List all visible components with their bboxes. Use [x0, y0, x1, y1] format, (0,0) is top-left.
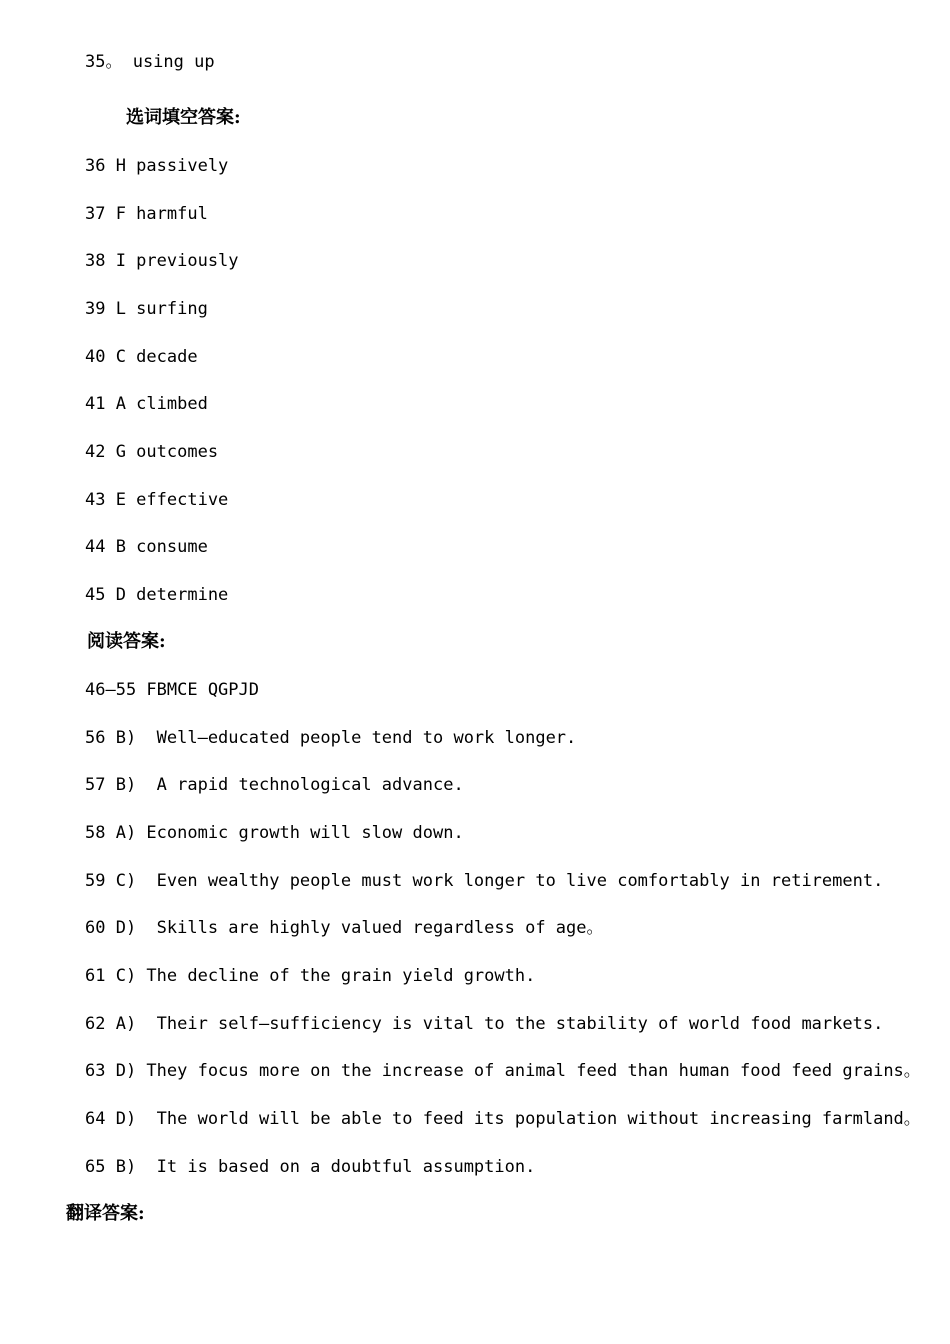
answer-item: 37 F harmful	[85, 204, 208, 224]
answer-item: 64 D) The world will be able to feed its population without increasing farmland。	[85, 1109, 921, 1129]
answer-item: 65 B) It is based on a doubtful assumption.	[85, 1157, 536, 1177]
answer-item: 56 B) Well—educated people tend to work longer.	[85, 728, 577, 748]
answer-item: 46—55 FBMCE QGPJD	[85, 680, 259, 700]
answer-item: 36 H passively	[85, 156, 229, 176]
answer-item: 58 A) Economic growth will slow down.	[85, 823, 464, 843]
reading-section-heading: 阅读答案:	[87, 631, 166, 652]
answer-item: 39 L surfing	[85, 299, 208, 319]
translation-section-heading: 翻译答案:	[66, 1203, 145, 1224]
answer-item: 38 I previously	[85, 251, 239, 271]
answer-item: 57 B) A rapid technological advance.	[85, 775, 464, 795]
answer-item: 44 B consume	[85, 537, 208, 557]
answer-item: 61 C) The decline of the grain yield growth.	[85, 966, 536, 986]
answer-item: 62 A) Their self—sufficiency is vital to the stability of world food markets.	[85, 1014, 884, 1034]
answer-item: 45 D determine	[85, 585, 229, 605]
answer-item: 41 A climbed	[85, 394, 208, 414]
answer-item: 59 C) Even wealthy people must work longer to live comfortably in retirement.	[85, 871, 884, 891]
answer-item: 40 C decade	[85, 347, 198, 367]
answer-item: 43 E effective	[85, 490, 229, 510]
answer-item: 60 D) Skills are highly valued regardless of age。	[85, 918, 604, 938]
answer-item: 42 G outcomes	[85, 442, 219, 462]
answer-item: 63 D) They focus more on the increase of animal feed than human food feed grains。	[85, 1061, 921, 1081]
answer-item-35: 35。 using up	[85, 52, 215, 72]
vocab-section-heading: 选词填空答案:	[126, 107, 241, 128]
